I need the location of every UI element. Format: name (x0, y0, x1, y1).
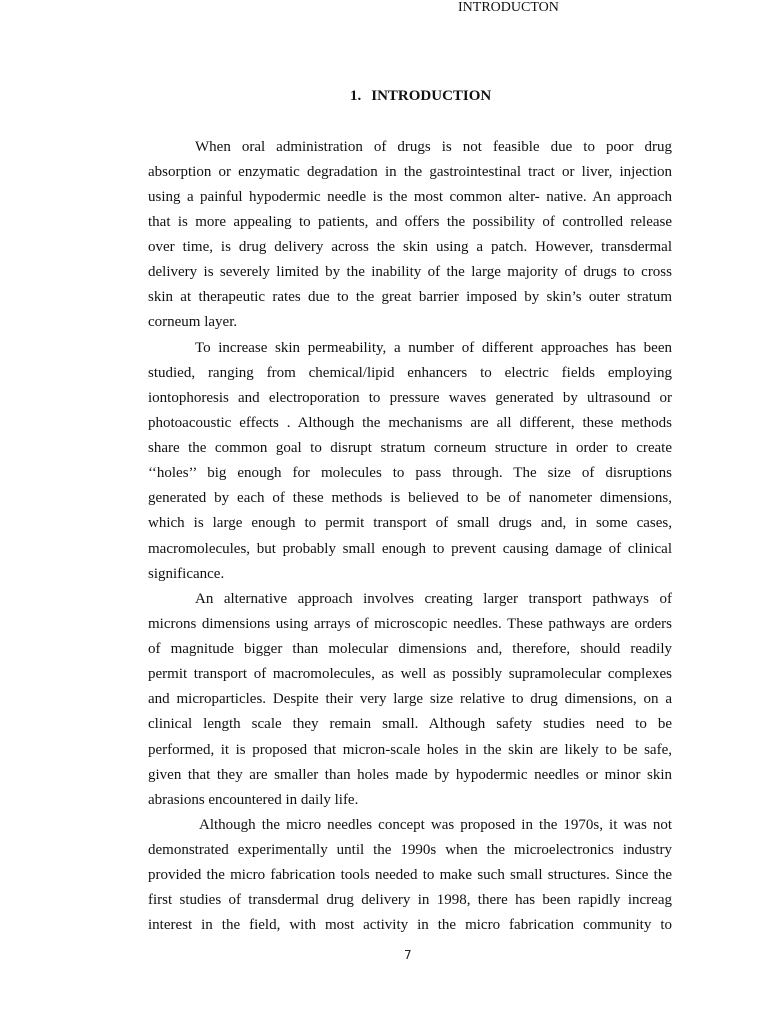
paragraph-line: microns dimensions using arrays of microscopic needles. These pathways are orders (148, 615, 672, 632)
paragraph-line: provided the micro fabrication tools needed to make such small structures. Since the (148, 867, 672, 884)
paragraph-line: share the common goal to disrupt stratum corneum structure in order to create (148, 440, 672, 456)
paragraph-line: which is large enough to permit transport of small drugs and, in some cases, (148, 515, 672, 532)
paragraph-line: skin at therapeutic rates due to the great barrier imposed by skin’s outer stratum (148, 289, 672, 306)
paragraph-line: An alternative approach involves creating larger transport pathways of (195, 590, 672, 607)
paragraph (148, 813, 672, 939)
paragraph-line: permit transport of macromolecules, as well as possibly supramolecular complexes (148, 666, 672, 683)
paragraph-line: ‘‘holes’’ big enough for molecules to pass through. The size of disruptions (148, 465, 672, 482)
paragraph-line: interest in the field, with most activity in the micro fabrication community to (148, 917, 672, 934)
paragraph-line: Although the micro needles concept was proposed in the 1970s, it was not (199, 816, 672, 833)
section-title: INTRODUCTION (371, 88, 492, 104)
paragraph-line: performed, it is proposed that micron-scale holes in the skin are likely to be safe, (148, 741, 672, 758)
paragraph-line: and microparticles. Despite their very large size relative to drug dimensions, on a (148, 691, 672, 708)
paragraph-line: generated by each of these methods is believed to be of nanometer dimensions, (148, 490, 672, 507)
section-heading (350, 86, 491, 106)
running-header-title: INTRODUCTON (458, 0, 559, 15)
paragraph-line: using a painful hypodermic needle is the most common alter- native. An approach (148, 188, 672, 205)
paragraph-line: macromolecules, but probably small enough to prevent causing damage of clinical (148, 540, 672, 557)
paragraph-line: iontophoresis and electroporation to pressure waves generated by ultrasound or (148, 389, 672, 406)
paragraph-line: of magnitude bigger than molecular dimensions and, therefore, should readily (148, 641, 672, 657)
paragraph-line: demonstrated experimentally until the 1990s when the microelectronics industry (148, 842, 672, 858)
paragraph (148, 336, 672, 587)
paragraph-line: absorption or enzymatic degradation in the gastrointestinal tract or liver, injection (148, 163, 672, 180)
paragraph-line: over time, is drug delivery across the skin using a patch. However, transdermal (148, 239, 672, 255)
paragraph-line: given that they are smaller than holes made by hypodermic needles or minor skin (148, 766, 672, 783)
paragraph-line: When oral administration of drugs is not feasible due to poor drug (195, 138, 672, 155)
paragraph-line: delivery is severely limited by the inability of the large majority of drugs to cross (148, 264, 672, 281)
section-number: 1. (350, 88, 362, 104)
paragraph-line: clinical length scale they remain small. Although safety studies need to be (148, 716, 672, 733)
paragraph-line: To increase skin permeability, a number of different approaches has been (195, 339, 672, 356)
paragraph-line: significance. (148, 565, 225, 582)
paragraph (148, 587, 672, 813)
paragraph-line: photoacoustic effects . Although the mechanisms are all different, these methods (148, 414, 672, 431)
paragraph-line: first studies of transdermal drug delivery in 1998, there has been rapidly increag (148, 892, 672, 909)
body-text (148, 135, 672, 939)
paragraph-line: studied, ranging from chemical/lipid enhancers to electric fields employing (148, 364, 672, 381)
paragraph-line: abrasions encountered in daily life. (148, 791, 359, 808)
paragraph-line: corneum layer. (148, 314, 238, 331)
page-number: 7 (404, 948, 412, 962)
paragraph-line: that is more appealing to patients, and offers the possibility of controlled release (148, 213, 672, 230)
paragraph (148, 135, 672, 336)
